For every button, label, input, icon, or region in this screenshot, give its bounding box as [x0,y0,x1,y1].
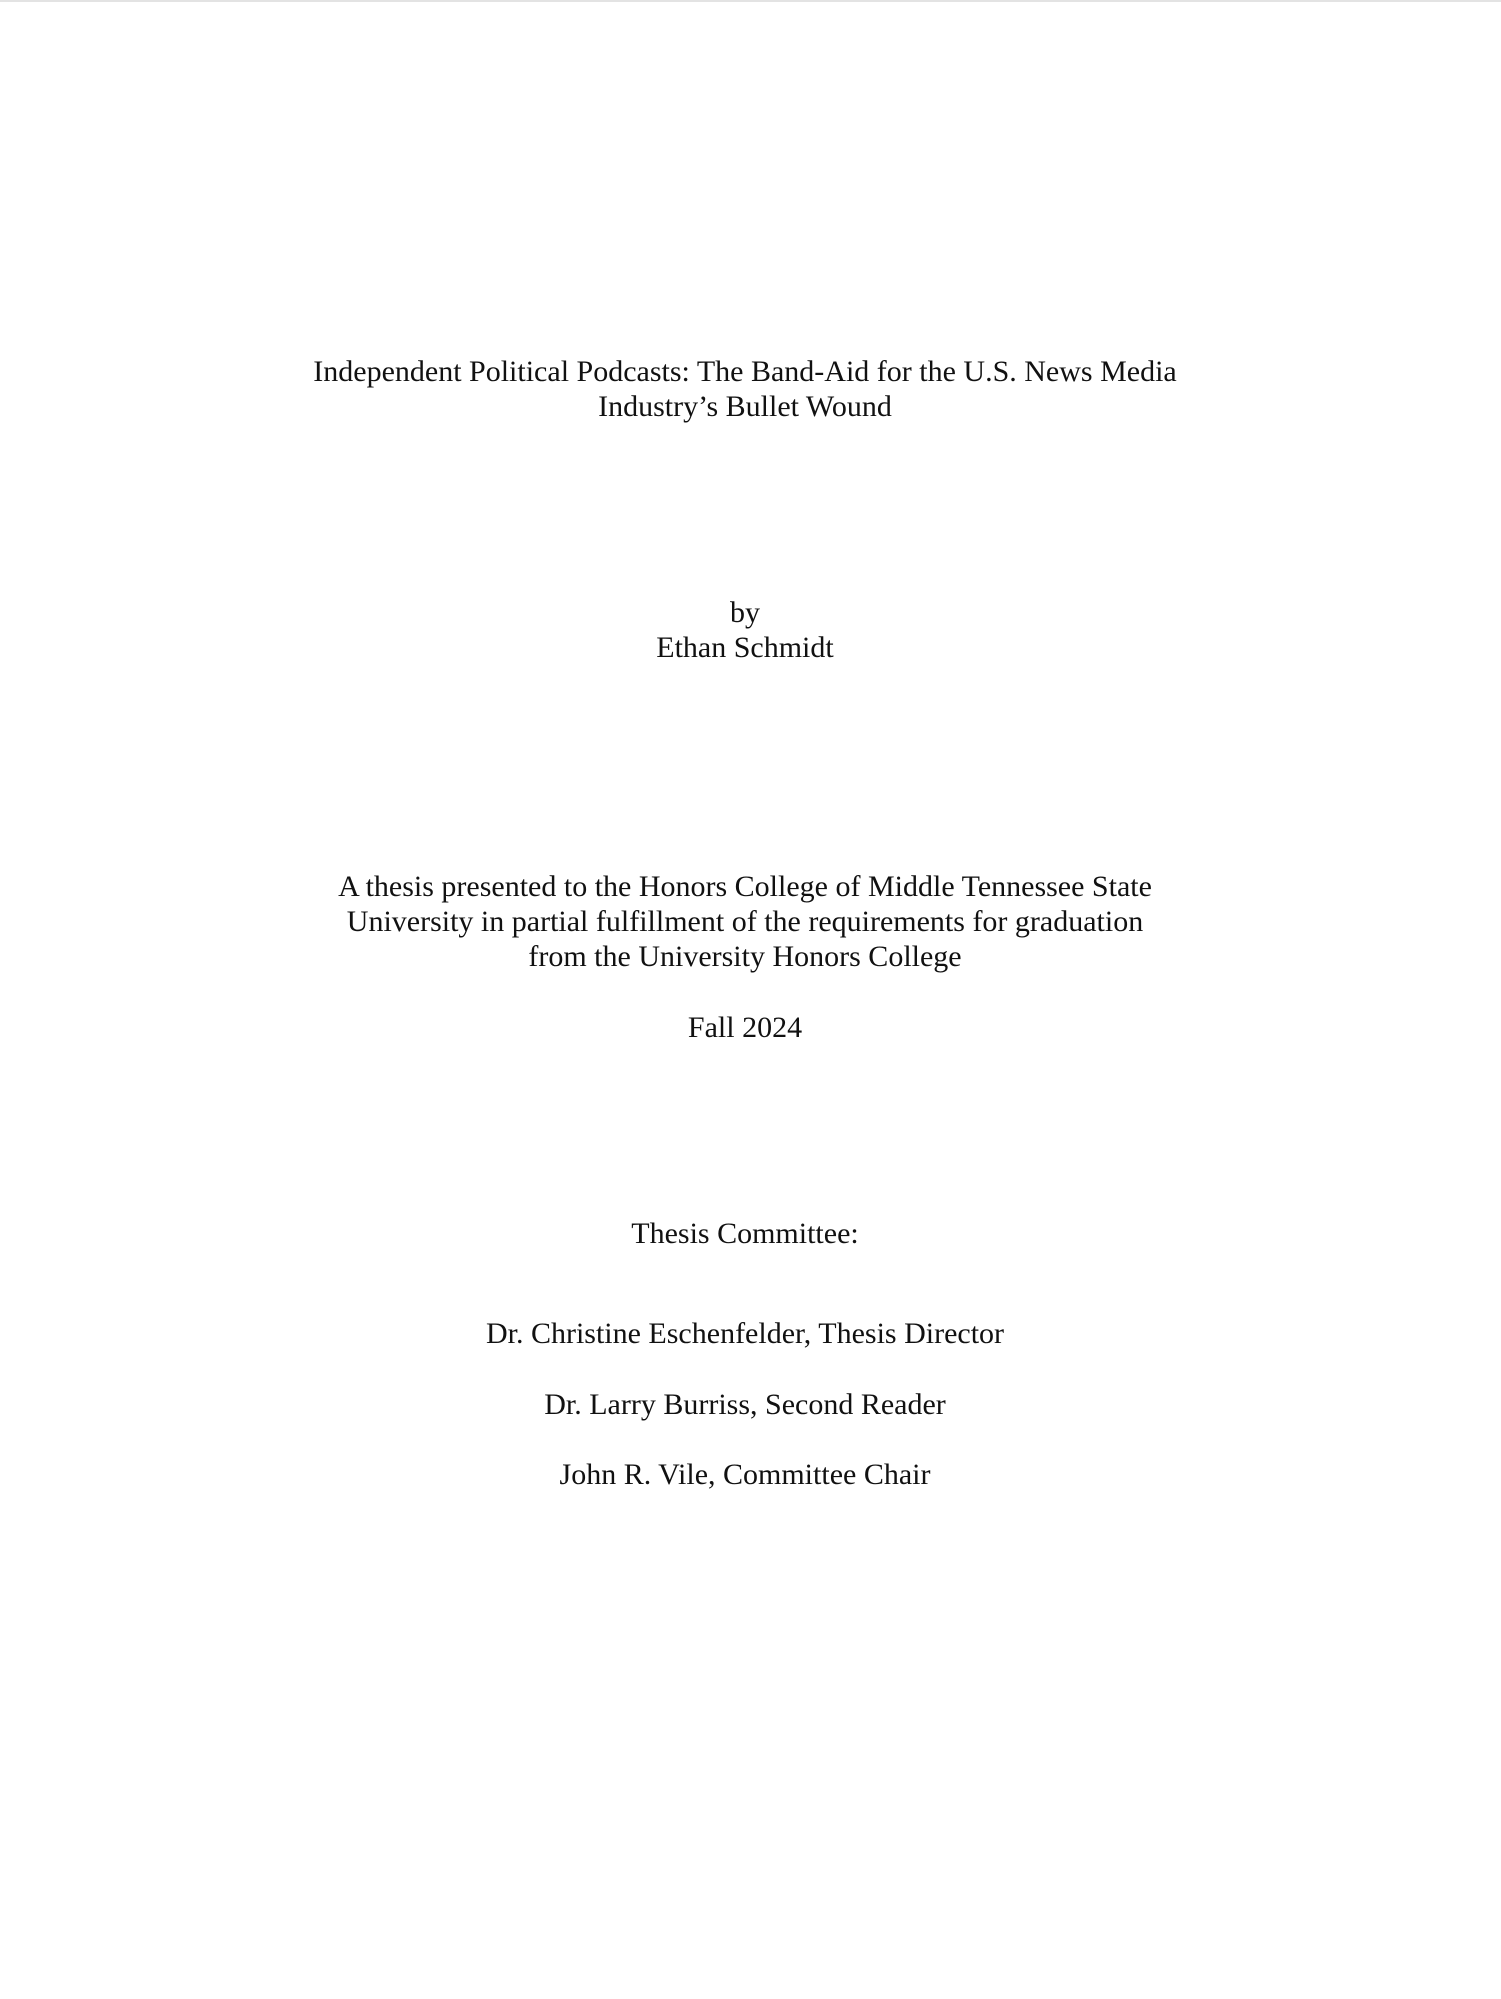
term: Fall 2024 [687,1011,803,1044]
title-line-2: Industry’s Bullet Wound [598,390,892,423]
thesis-title [0,354,1490,424]
by-label: by [730,596,760,629]
title-line-1: Independent Political Podcasts: The Band-Aid for the U.S. News Media [313,355,1177,388]
thesis-description [0,869,1490,974]
committee-member: John R. Vile, Committee Chair [559,1458,931,1491]
committee-member: Dr. Larry Burriss, Second Reader [544,1388,946,1421]
author-name: Ethan Schmidt [656,631,834,664]
committee-member: Dr. Christine Eschenfelder, Thesis Director [485,1317,1005,1350]
description-line-2: University in partial fulfillment of the requirements for graduation [346,905,1144,938]
description-line-3: from the University Honors College [528,940,962,973]
byline [0,595,1490,665]
description-line-1: A thesis presented to the Honors College of Middle Tennessee State [338,870,1152,903]
committee-heading: Thesis Committee: [631,1217,859,1250]
